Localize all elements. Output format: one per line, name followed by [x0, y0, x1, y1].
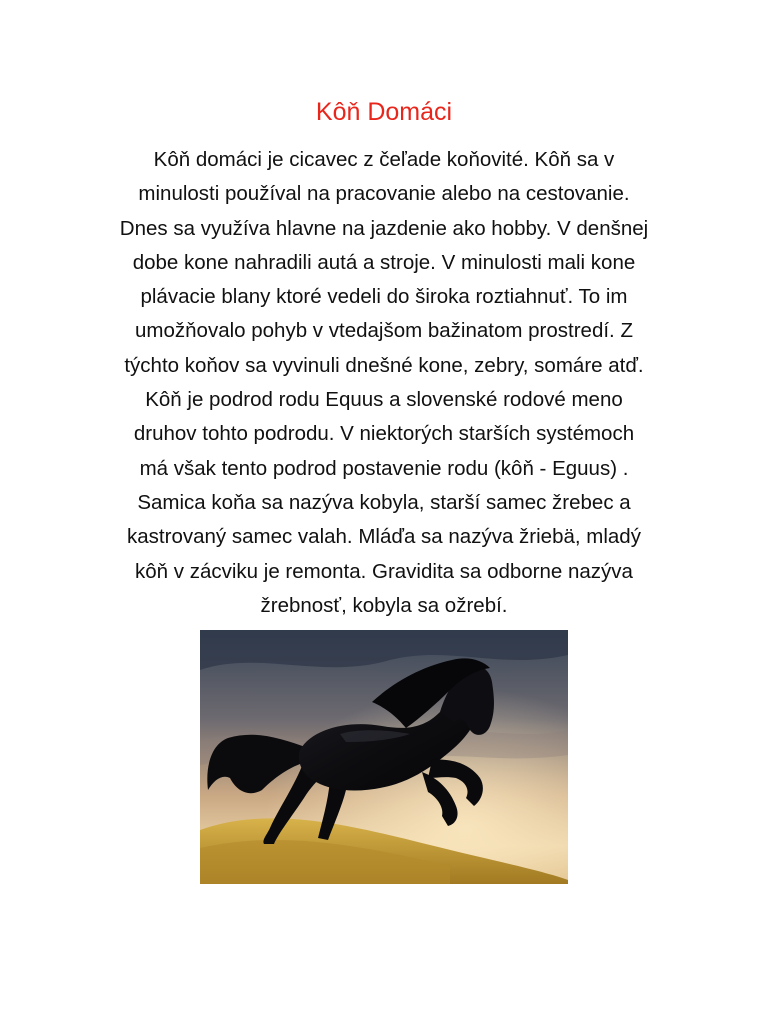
text-line: plávacie blany ktoré vedeli do široka roztiahnuť. To im	[140, 285, 628, 309]
text-line: kôň v zácviku je remonta. Gravidita sa odborne nazýva	[135, 559, 633, 583]
text-line: kastrovaný samec valah. Mláďa sa nazýva žriebä, mladý	[127, 525, 641, 549]
text-line: druhov tohto podrodu. V niektorých starších systémoch	[133, 422, 635, 446]
text-line: týchto koňov sa vyvinuli dnešné kone, zebry, somáre atď.	[124, 353, 644, 377]
text-line: Kôň je podrod rodu Equus a slovenské rodové meno	[145, 388, 623, 412]
text-line: Samica koňa sa nazýva kobyla, starší samec žrebec a	[137, 490, 631, 514]
body-paragraph	[80, 143, 688, 623]
text-line: má však tento podrod postavenie rodu (kôň - Eguus) .	[139, 456, 629, 480]
horse-photo	[200, 630, 568, 884]
text-line: umožňovalo pohyb v vtedajšom bažinatom prostredí. Z	[135, 319, 633, 343]
text-line: žrebnosť, kobyla sa ožrebí.	[260, 593, 508, 617]
text-line: minulosti používal na pracovanie alebo na cestovanie.	[138, 182, 630, 206]
text-line: Kôň domáci je cicavec z čeľade koňovité. Kôň sa v	[153, 148, 615, 171]
text-line: dobe kone nahradili autá a stroje. V minulosti mali kone	[132, 250, 636, 274]
page-title: Kôň Domáci	[315, 98, 453, 126]
horse-illustration	[200, 630, 568, 884]
text-line: Dnes sa využíva hlavne na jazdenie ako hobby. V denšnej	[119, 216, 649, 240]
